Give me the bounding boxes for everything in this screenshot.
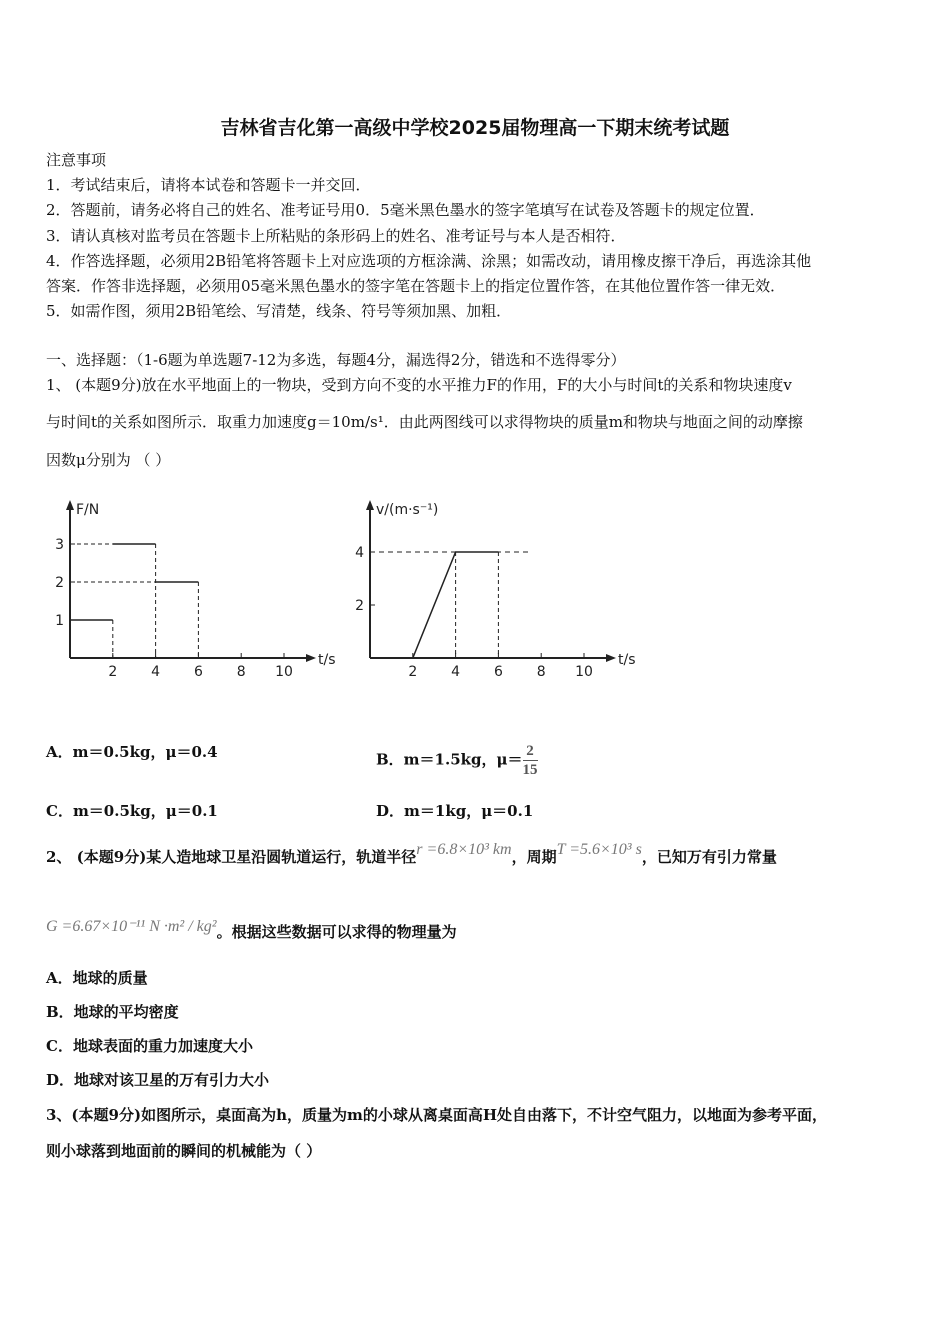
notice-item: 3．请认真核对监考员在答题卡上所粘贴的条形码上的姓名、准考证号与本人是否相符． [46, 227, 626, 245]
y-axis-arrow [366, 500, 374, 510]
gravity-constant-formula: G =6.67×10⁻¹¹ N ·m² / kg² [46, 918, 217, 935]
x-axis-label: t/s [618, 652, 636, 668]
q2-line: 。根据这些数据可以求得的物理量为 [216, 923, 457, 941]
x-tick-label: 4 [451, 664, 461, 680]
q3-text: 则小球落到地面前的瞬间的机械能为（ ） [46, 1142, 322, 1160]
x-axis-arrow [606, 654, 616, 662]
option-b-label: B．m＝1.5kg，μ＝ [376, 750, 523, 769]
period-formula: T =5.6×10³ s [556, 841, 642, 858]
x-tick-label: 2 [408, 664, 418, 680]
q2-text [46, 841, 777, 868]
y-axis-label: v/(m·s⁻¹) [376, 502, 439, 518]
q1-option-c[interactable]: C．m＝0.5kg，μ＝0.1 [46, 802, 218, 820]
force-time-chart [40, 490, 340, 690]
x-tick-label: 6 [193, 664, 203, 680]
x-tick-label: 10 [275, 664, 293, 680]
notice-item: 5．如需作图，须用2B铅笔绘、写清楚，线条、符号等须加黑、加粗． [46, 302, 512, 320]
q2-line: ，已知万有引力常量 [641, 848, 777, 866]
q1-option-d[interactable]: D．m＝1kg，μ＝0.1 [376, 802, 534, 820]
x-tick-label: 6 [493, 664, 503, 680]
q2-line: 2、 (本题9分)某人造地球卫星沿圆轨道运行，轨道半径 [46, 848, 417, 866]
notice-item: 1．考试结束后，请将本试卷和答题卡一并交回． [46, 176, 371, 194]
x-tick-label: 8 [536, 664, 546, 680]
y-tick-label: 3 [55, 537, 64, 553]
q2-text [46, 918, 457, 943]
y-tick-label: 2 [355, 598, 364, 614]
q2-option-d[interactable]: D．地球对该卫星的万有引力大小 [46, 1071, 270, 1089]
q2-option-c[interactable]: C．地球表面的重力加速度大小 [46, 1037, 253, 1055]
x-tick-label: 2 [108, 664, 118, 680]
page-title: 吉林省吉化第一高级中学校2025届物理高一下期末统考试题 [220, 117, 730, 139]
x-axis-label: t/s [318, 652, 336, 668]
y-axis-arrow [66, 500, 74, 510]
q1-text: 因数μ分别为 （ ） [46, 451, 171, 469]
notice-item: 2．答题前，请务必将自己的姓名、准考证号用0．5毫米黑色墨水的签字笔填写在试卷及答题卡的规定位置． [46, 201, 765, 219]
q1-option-a[interactable]: A．m＝0.5kg，μ＝0.4 [46, 743, 218, 761]
y-tick-label: 4 [355, 545, 364, 561]
notice-item: 答案．作答非选择题，必须用05毫米黑色墨水的签字笔在答题卡上的指定位置作答，在其他位置作答一律无效． [46, 277, 786, 295]
y-tick-label: 1 [55, 613, 64, 629]
q3-text: 3、(本题9分)如图所示，桌面高为h，质量为m的小球从离桌面高H处自由落下，不计空气阻力，以地面为参考平面， [46, 1106, 828, 1124]
radius-formula: r =6.8×10³ km [416, 841, 512, 858]
notice-header: 注意事项 [46, 151, 107, 169]
section-heading: 一、选择题：（1-6题为单选题7-12为多选，每题4分，漏选得2分，错选和不选得零分） [46, 351, 626, 369]
numerator: 2 [523, 742, 538, 761]
velocity-line [370, 552, 498, 658]
fraction [523, 742, 538, 779]
q2-option-a[interactable]: A．地球的质量 [46, 969, 148, 987]
q2-option-b[interactable]: B．地球的平均密度 [46, 1003, 179, 1021]
notice-item: 4．作答选择题，必须用2B铅笔将答题卡上对应选项的方框涂满、涂黑；如需改动，请用橡皮擦干净后，再选涂其他 [46, 252, 812, 270]
x-axis-arrow [306, 654, 316, 662]
x-tick-label: 10 [575, 664, 593, 680]
velocity-time-chart [340, 490, 640, 690]
q1-text: 与时间t的关系如图所示．取重力加速度g＝10m/s¹．由此两图线可以求得物块的质量m和物块与地面之间的动摩擦 [46, 413, 803, 431]
q2-line: ，周期 [511, 848, 557, 866]
q1-text: 1、 (本题9分)放在水平地面上的一物块，受到方向不变的水平推力F的作用，F的大小与时间t的关系和物块速度v [46, 376, 792, 394]
x-tick-label: 4 [151, 664, 161, 680]
q1-option-b[interactable] [376, 742, 538, 779]
y-tick-label: 2 [55, 575, 64, 591]
x-tick-label: 8 [236, 664, 246, 680]
denominator: 15 [522, 762, 538, 778]
y-axis-label: F/N [76, 502, 100, 518]
